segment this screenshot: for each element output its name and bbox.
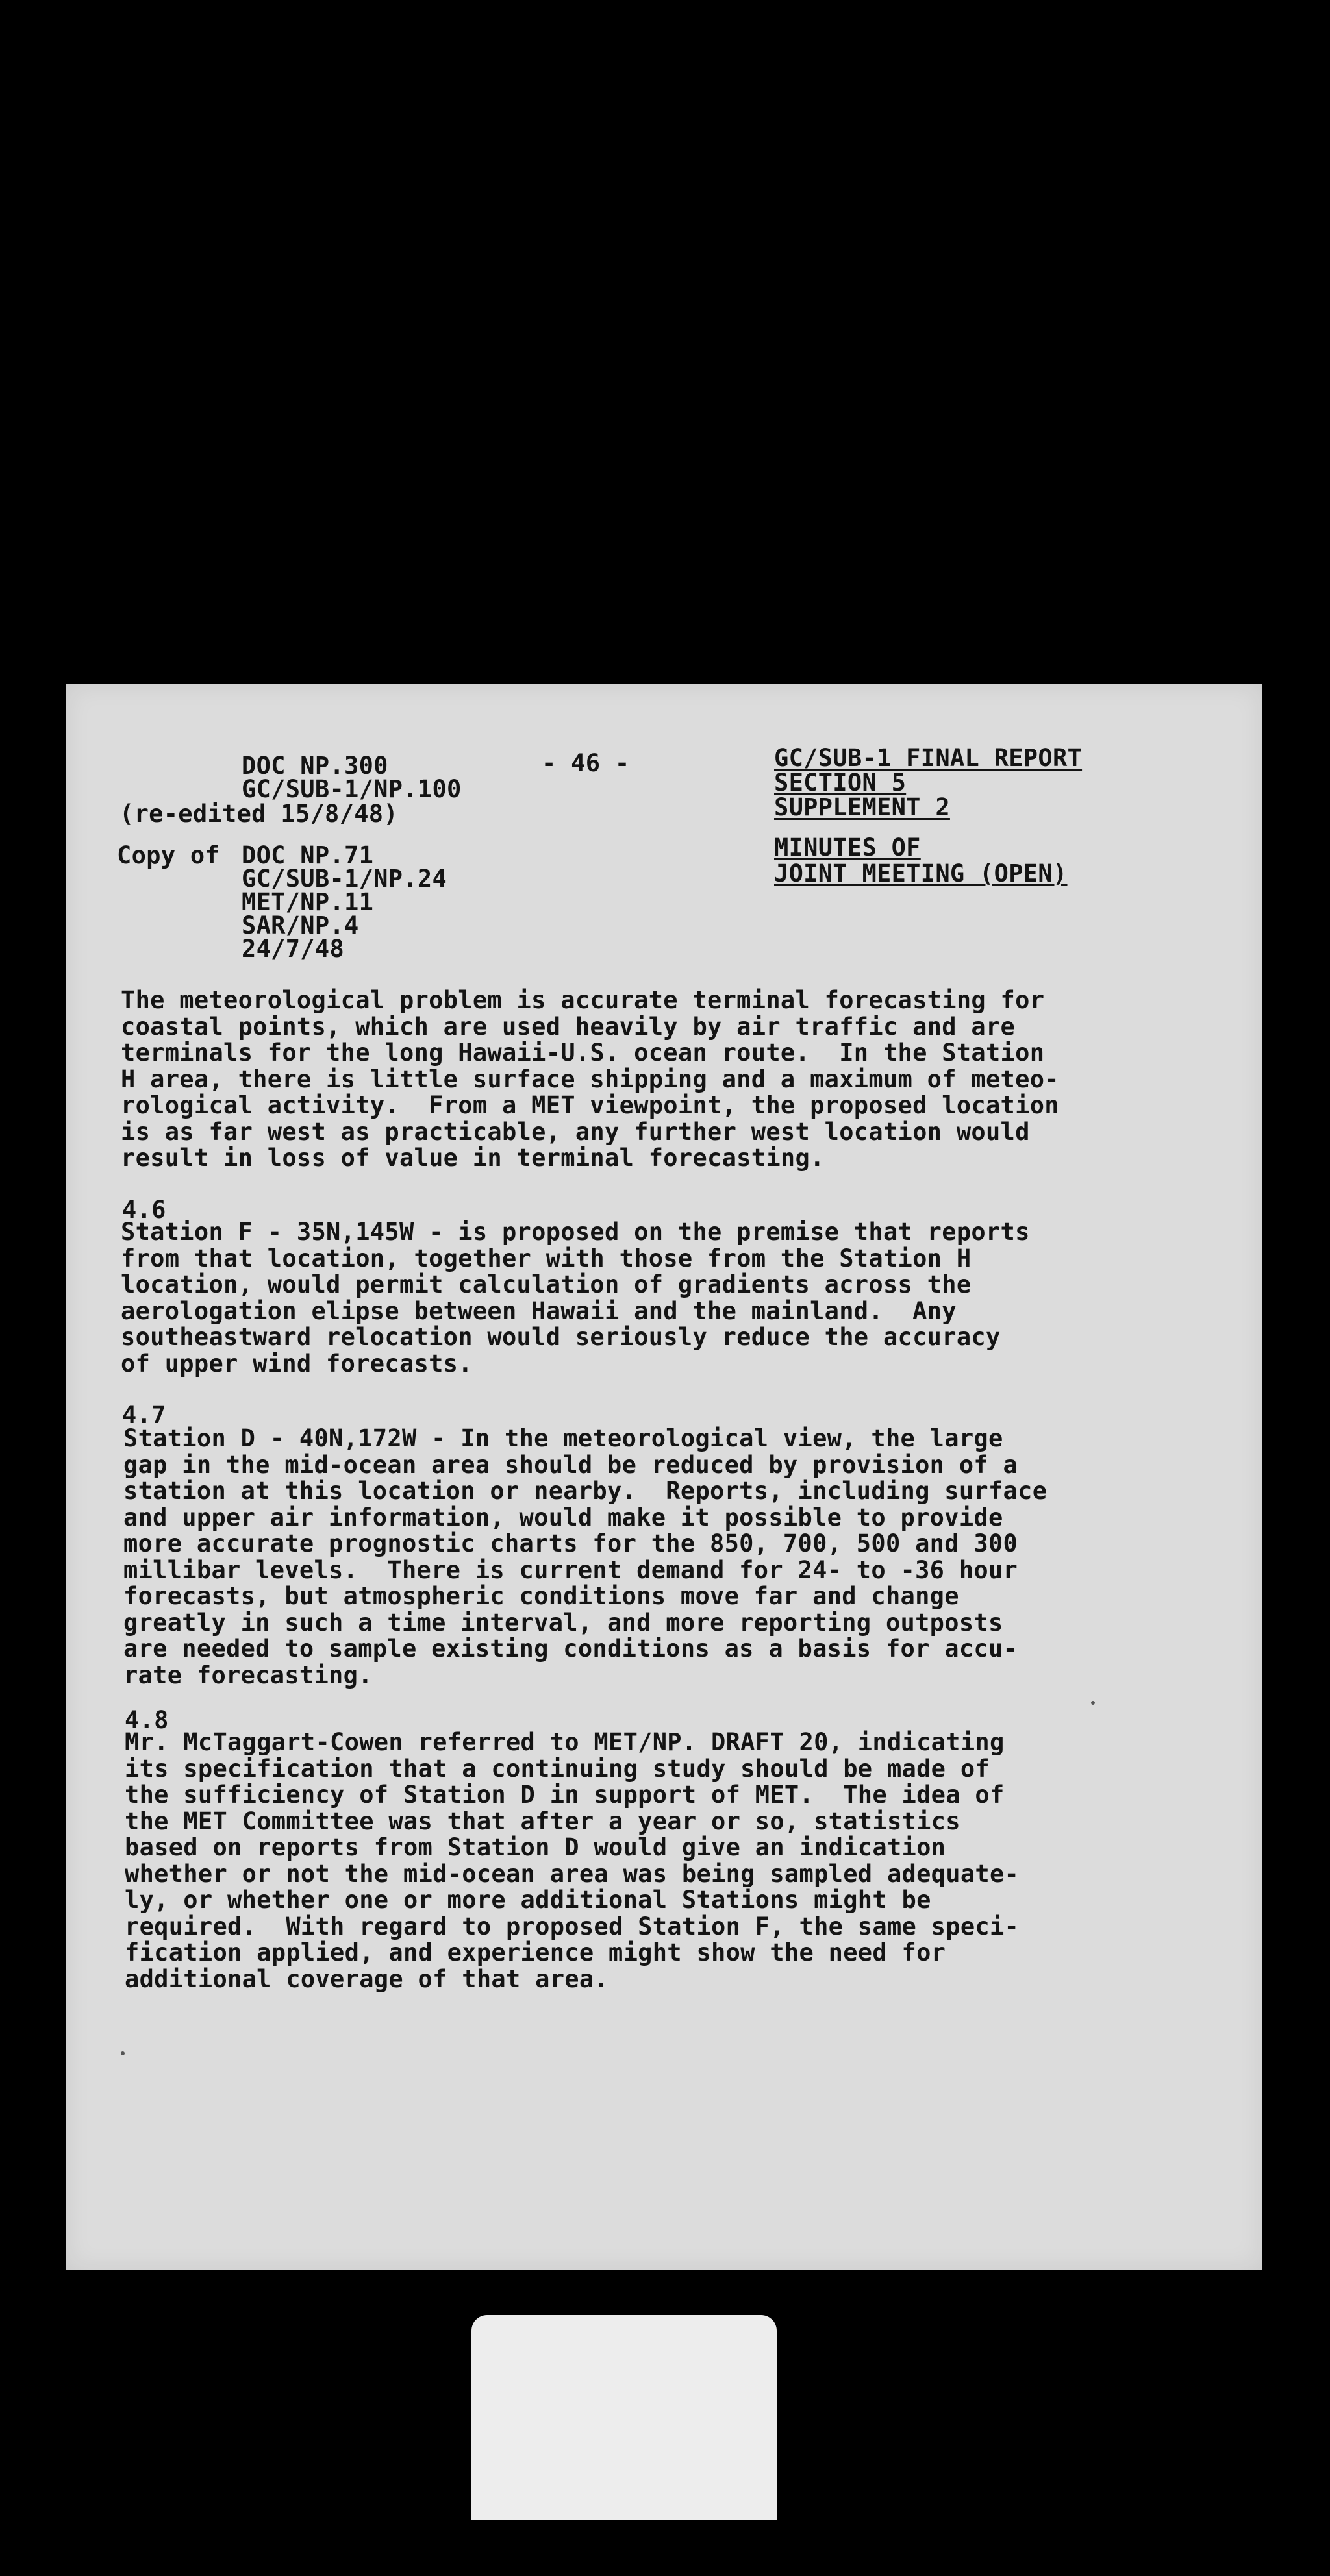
section-4-6-number: 4.6 <box>122 1196 166 1224</box>
page-number: - 46 - <box>542 749 630 777</box>
section-4-7-number: 4.7 <box>122 1401 166 1429</box>
copy-of-label: Copy of <box>117 841 220 869</box>
copy-of-date: 24/7/48 <box>242 935 345 963</box>
joint-meeting: JOINT MEETING (OPEN) <box>774 860 1068 887</box>
section-4-8-text: Mr. McTaggart-Cowen referred to MET/NP. DRAFT 20, indicating its specification that a continuing study should be made of the sufficiency of Station D in support of MET. The idea of the MET Committee was that after a year or so, statistics based on reports from Station D would give an indication whether or not the mid-ocean area was being sampled adequate- ly, or whether one or more additional Stations might be required. With regard to proposed Station F, the same speci- fication applied, and experience might show the need for additional coverage of that area. <box>125 1728 1020 1993</box>
report-supplement: SUPPLEMENT 2 <box>774 793 950 821</box>
doc-gc-number: GC/SUB-1/NP.100 <box>242 775 462 803</box>
section-4-6-text: Station F - 35N,145W - is proposed on the premise that reports from that location, together with those from the Station H location, would permit calculation of gradients across the aerologation elipse between Hawaii and the mainland. Any southeastward relocation would seriously reduce the accuracy of upper wind forecasts. <box>121 1218 1030 1378</box>
report-section: SECTION 5 <box>774 769 907 797</box>
copy-of-sar: SAR/NP.4 <box>242 911 359 939</box>
film-tab <box>471 2315 777 2520</box>
section-4-7-text: Station D - 40N,172W - In the meteorological view, the large gap in the mid-ocean area should be reduced by provision of a station at this location or nearby. Reports, including surface and upper air information, would make it possible to provide more accurate prognostic charts for the 850, 700, 500 and 300 millibar levels. There is current demand for 24- to -36 hour forecasts, but atmospheric conditions move far and change greatly in such a time interval, and more reporting outposts are needed to sample existing conditions as a basis for accu- rate forecasting. <box>123 1424 1048 1689</box>
report-title: GC/SUB-1 FINAL REPORT <box>774 744 1083 772</box>
speck-mark <box>121 2051 125 2055</box>
minutes-of: MINUTES OF <box>774 834 921 861</box>
copy-of-doc: DOC NP.71 <box>242 841 374 869</box>
copy-of-gc: GC/SUB-1/NP.24 <box>242 865 447 893</box>
doc-number: DOC NP.300 <box>242 752 388 780</box>
intro-paragraph: The meteorological problem is accurate terminal forecasting for coastal points, which are used heavily by air traffic and are terminals for the long Hawaii-U.S. ocean route. In the Station H area, there is little surface shipping and a maximum of meteo- rological activity. From a MET viewpoint, the proposed location is as far west as practicable, any further west location would result in loss of value in terminal forecasting. <box>121 986 1059 1172</box>
section-4-8-number: 4.8 <box>125 1706 169 1734</box>
copy-of-met: MET/NP.11 <box>242 888 374 916</box>
re-edited-date: (re-edited 15/8/48) <box>119 800 398 828</box>
speck-mark <box>1091 1701 1095 1705</box>
